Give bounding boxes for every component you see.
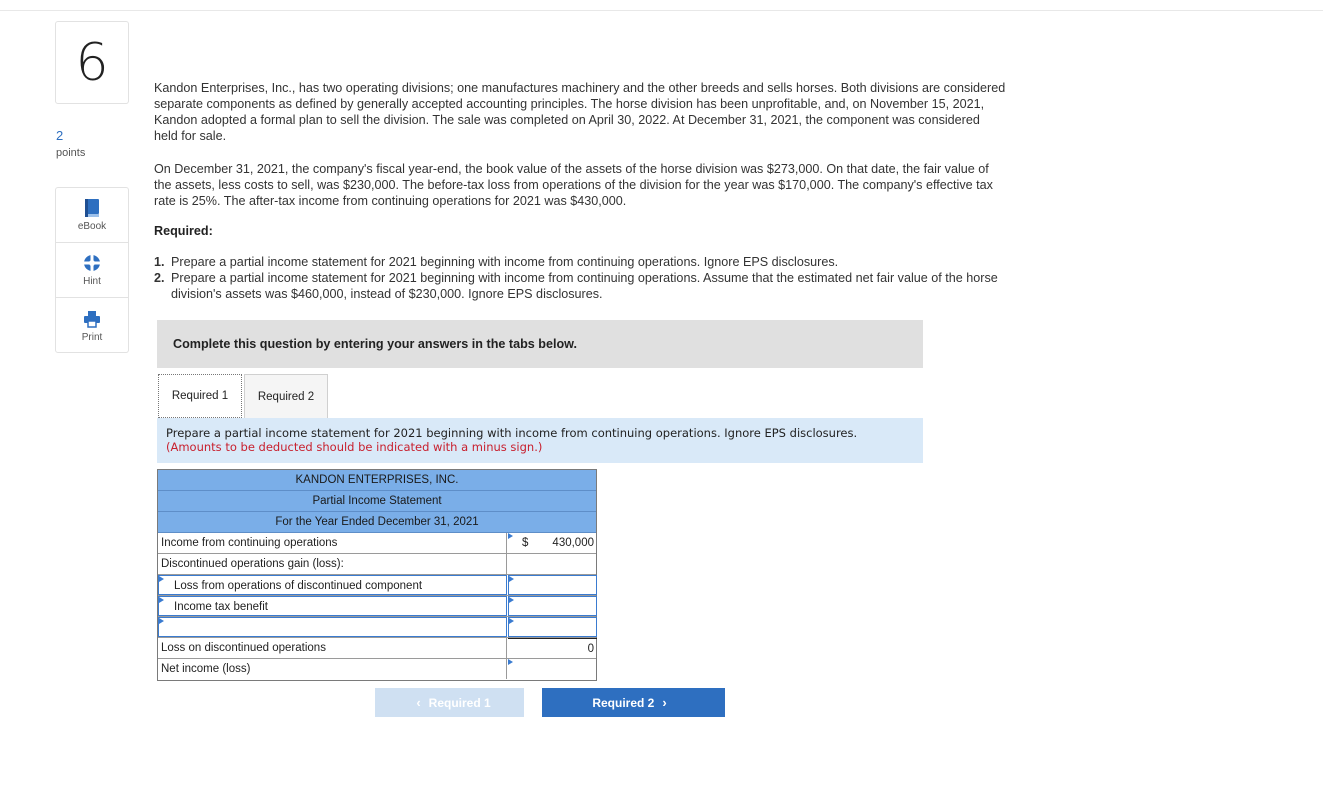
input-marker-icon: [508, 659, 513, 665]
points-value: 2: [56, 128, 64, 143]
next-button[interactable]: [542, 688, 725, 717]
top-divider: [0, 10, 1323, 11]
required-heading: Required:: [154, 224, 213, 238]
income-statement: [157, 469, 597, 681]
amount-cell: [508, 554, 597, 574]
amount-input[interactable]: [508, 617, 597, 637]
instruction-banner: Complete this question by entering your answers in the tabs below.: [157, 320, 923, 368]
ebook-button[interactable]: [56, 188, 128, 243]
required-item-2: [154, 270, 1006, 302]
tab-required-2[interactable]: Required 2: [244, 374, 328, 418]
statement-company: KANDON ENTERPRISES, INC.: [158, 470, 596, 491]
table-row: [158, 533, 596, 554]
amount-input[interactable]: [508, 596, 597, 616]
problem-paragraph-1: Kandon Enterprises, Inc., has two operating divisions; one manufactures machinery and the other breeds and sells horses. Both divisions are considered separate components as defined by generally accepted accounting principles. The horse division has been unprofitable, and, on November 15, 2021, Kandon adopted a formal plan to sell the division. The sale was completed on April 30, 2022. At December 31, 2021, the component was considered held for sale.: [154, 81, 1006, 143]
table-row: [158, 659, 596, 680]
currency-symbol: $: [522, 537, 529, 549]
prev-label: Required 1: [428, 695, 491, 710]
next-label: Required 2: [592, 695, 655, 710]
amount-cell[interactable]: [508, 533, 597, 553]
row-label-input[interactable]: [158, 575, 507, 595]
row-label: Loss from operations of discontinued component: [174, 580, 423, 592]
input-marker-icon: [509, 597, 514, 603]
required-list: [154, 254, 1006, 302]
hint-button[interactable]: [56, 243, 128, 298]
book-icon: [83, 198, 101, 218]
row-label: Income tax benefit: [174, 601, 268, 613]
amount-value: 430,000: [552, 537, 594, 549]
question-number: 6: [55, 21, 129, 104]
print-label: Print: [81, 331, 103, 343]
print-button[interactable]: [56, 298, 128, 353]
required-item-1: [154, 254, 1006, 270]
chevron-right-icon: ›: [662, 695, 667, 710]
hint-label: Hint: [83, 276, 101, 287]
instruction-text: Prepare a partial income statement for 2021 beginning with income from continuing operations. Ignore EPS disclosures.: [166, 426, 858, 440]
tools-panel: [55, 187, 129, 353]
amount-cell[interactable]: [508, 659, 597, 679]
input-marker-icon: [509, 576, 514, 582]
ebook-label: eBook: [77, 221, 107, 232]
row-label: Net income (loss): [158, 659, 507, 679]
hint-icon: [83, 253, 101, 273]
input-marker-icon: [159, 597, 164, 603]
points-label: points: [56, 147, 86, 159]
row-label: Loss on discontinued operations: [158, 638, 507, 658]
required-item-number: 2.: [154, 271, 165, 285]
statement-title: Partial Income Statement: [158, 491, 596, 512]
table-row: [158, 617, 596, 638]
row-label: Income from continuing operations: [158, 533, 507, 553]
row-label-input[interactable]: [158, 617, 507, 637]
amount-cell: 0: [508, 638, 597, 658]
statement-period: For the Year Ended December 31, 2021: [158, 512, 596, 533]
input-marker-icon: [159, 576, 164, 582]
table-row: [158, 575, 596, 596]
required-item-number: 1.: [154, 255, 165, 269]
problem-paragraph-2: On December 31, 2021, the company's fiscal year-end, the book value of the assets of the horse division was $273,000. On that date, the fair value of the assets, less costs to sell, was $230,000. The before-tax loss from operations of the division for the year was $170,000. The company's effective tax rate is 25%. The after-tax income from continuing operations for 2021 was $430,000.: [154, 162, 993, 208]
row-label: Discontinued operations gain (loss):: [158, 554, 507, 574]
input-marker-icon: [159, 618, 164, 624]
input-marker-icon: [508, 533, 513, 539]
row-label-input[interactable]: [158, 596, 507, 616]
printer-icon: [83, 309, 101, 329]
tab-instruction: [157, 418, 923, 463]
required-item-text: Prepare a partial income statement for 2021 beginning with income from continuing operations. Assume that the estimated net fair value of the horse division's assets was $460,000, instead of $230,000. Ignore EPS disclosures.: [171, 271, 998, 301]
table-row: [158, 596, 596, 617]
required-item-text: Prepare a partial income statement for 2021 beginning with income from continuing operations. Ignore EPS disclosures.: [171, 255, 839, 269]
amount-input[interactable]: [508, 575, 597, 595]
input-marker-icon: [509, 618, 514, 624]
tab-required-1[interactable]: Required 1: [158, 374, 242, 418]
prev-button[interactable]: [375, 688, 524, 717]
chevron-left-icon: ‹: [416, 695, 421, 710]
table-row: [158, 554, 596, 575]
table-row: [158, 638, 596, 659]
instruction-note: (Amounts to be deducted should be indicated with a minus sign.): [166, 440, 543, 454]
